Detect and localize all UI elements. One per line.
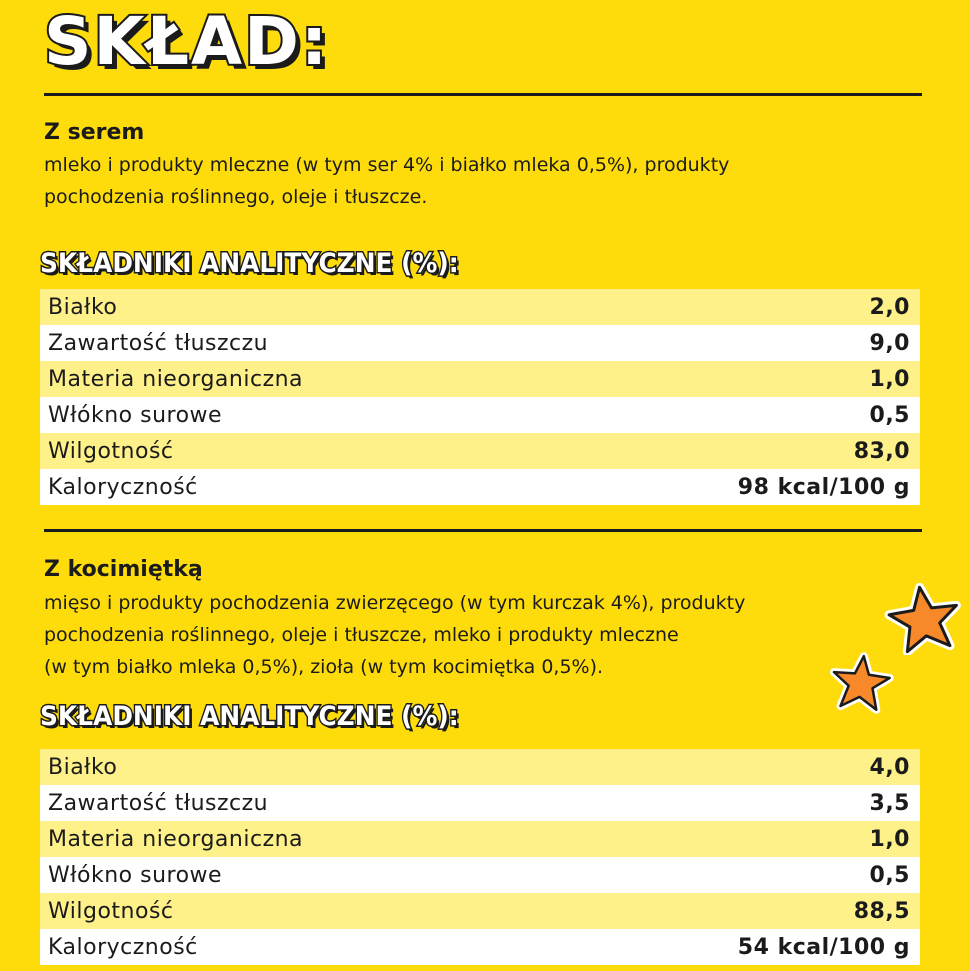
ingredients-line: mięso i produkty pochodzenia zwierzęcego (w tym kurczak 4%), produkty — [44, 592, 746, 614]
table-row — [40, 749, 920, 785]
row-label: Włókno surowe — [48, 862, 223, 888]
ingredients-text — [44, 149, 944, 213]
ingredients-line: pochodzenia roślinnego, oleje i tłuszcze, mleko i produkty mleczne — [44, 624, 679, 646]
analytical-table — [40, 749, 920, 965]
ingredients-line: pochodzenia roślinnego, oleje i tłuszcze. — [44, 186, 428, 208]
row-value: 1,0 — [869, 826, 910, 852]
row-label: Wilgotność — [48, 898, 174, 924]
row-value: 88,5 — [853, 898, 910, 924]
row-label: Kaloryczność — [48, 934, 198, 960]
row-value: 0,5 — [869, 402, 910, 428]
row-value: 3,5 — [869, 790, 910, 816]
ingredients-text — [44, 587, 944, 683]
table-row — [40, 785, 920, 821]
table-row — [40, 289, 920, 325]
table-row — [40, 469, 920, 505]
table-row — [40, 361, 920, 397]
table-row — [40, 821, 920, 857]
row-value: 98 kcal/100 g — [737, 474, 910, 500]
ingredients-line: (w tym białko mleka 0,5%), zioła (w tym kocimiętka 0,5%). — [44, 656, 604, 678]
row-label: Włókno surowe — [48, 402, 223, 428]
table-row — [40, 893, 920, 929]
table-row — [40, 857, 920, 893]
analytical-section-title: SKŁADNIKI ANALITYCZNE (%): — [40, 248, 459, 279]
row-value: 83,0 — [853, 438, 910, 464]
row-value: 2,0 — [869, 294, 910, 320]
divider — [44, 93, 922, 96]
row-value: 4,0 — [869, 754, 910, 780]
analytical-section-title: SKŁADNIKI ANALITYCZNE (%): — [40, 701, 459, 732]
row-value: 1,0 — [869, 366, 910, 392]
variant-name: Z kocimiętką — [44, 557, 203, 582]
row-label: Zawartość tłuszczu — [48, 790, 269, 816]
row-label: Kaloryczność — [48, 474, 198, 500]
row-label: Materia nieorganiczna — [48, 366, 304, 392]
table-row — [40, 325, 920, 361]
table-row — [40, 397, 920, 433]
star-icon — [828, 652, 894, 714]
ingredients-line: mleko i produkty mleczne (w tym ser 4% i białko mleka 0,5%), produkty — [44, 154, 730, 176]
star-icon — [884, 583, 964, 655]
row-label: Zawartość tłuszczu — [48, 330, 269, 356]
table-row — [40, 929, 920, 965]
page-title: SKŁAD: — [44, 3, 330, 80]
row-label: Wilgotność — [48, 438, 174, 464]
row-label: Białko — [48, 754, 118, 780]
analytical-table — [40, 289, 920, 505]
row-value: 9,0 — [869, 330, 910, 356]
row-value: 54 kcal/100 g — [737, 934, 910, 960]
row-value: 0,5 — [869, 862, 910, 888]
row-label: Materia nieorganiczna — [48, 826, 304, 852]
variant-name: Z serem — [44, 120, 145, 145]
divider — [44, 529, 922, 532]
row-label: Białko — [48, 294, 118, 320]
table-row — [40, 433, 920, 469]
